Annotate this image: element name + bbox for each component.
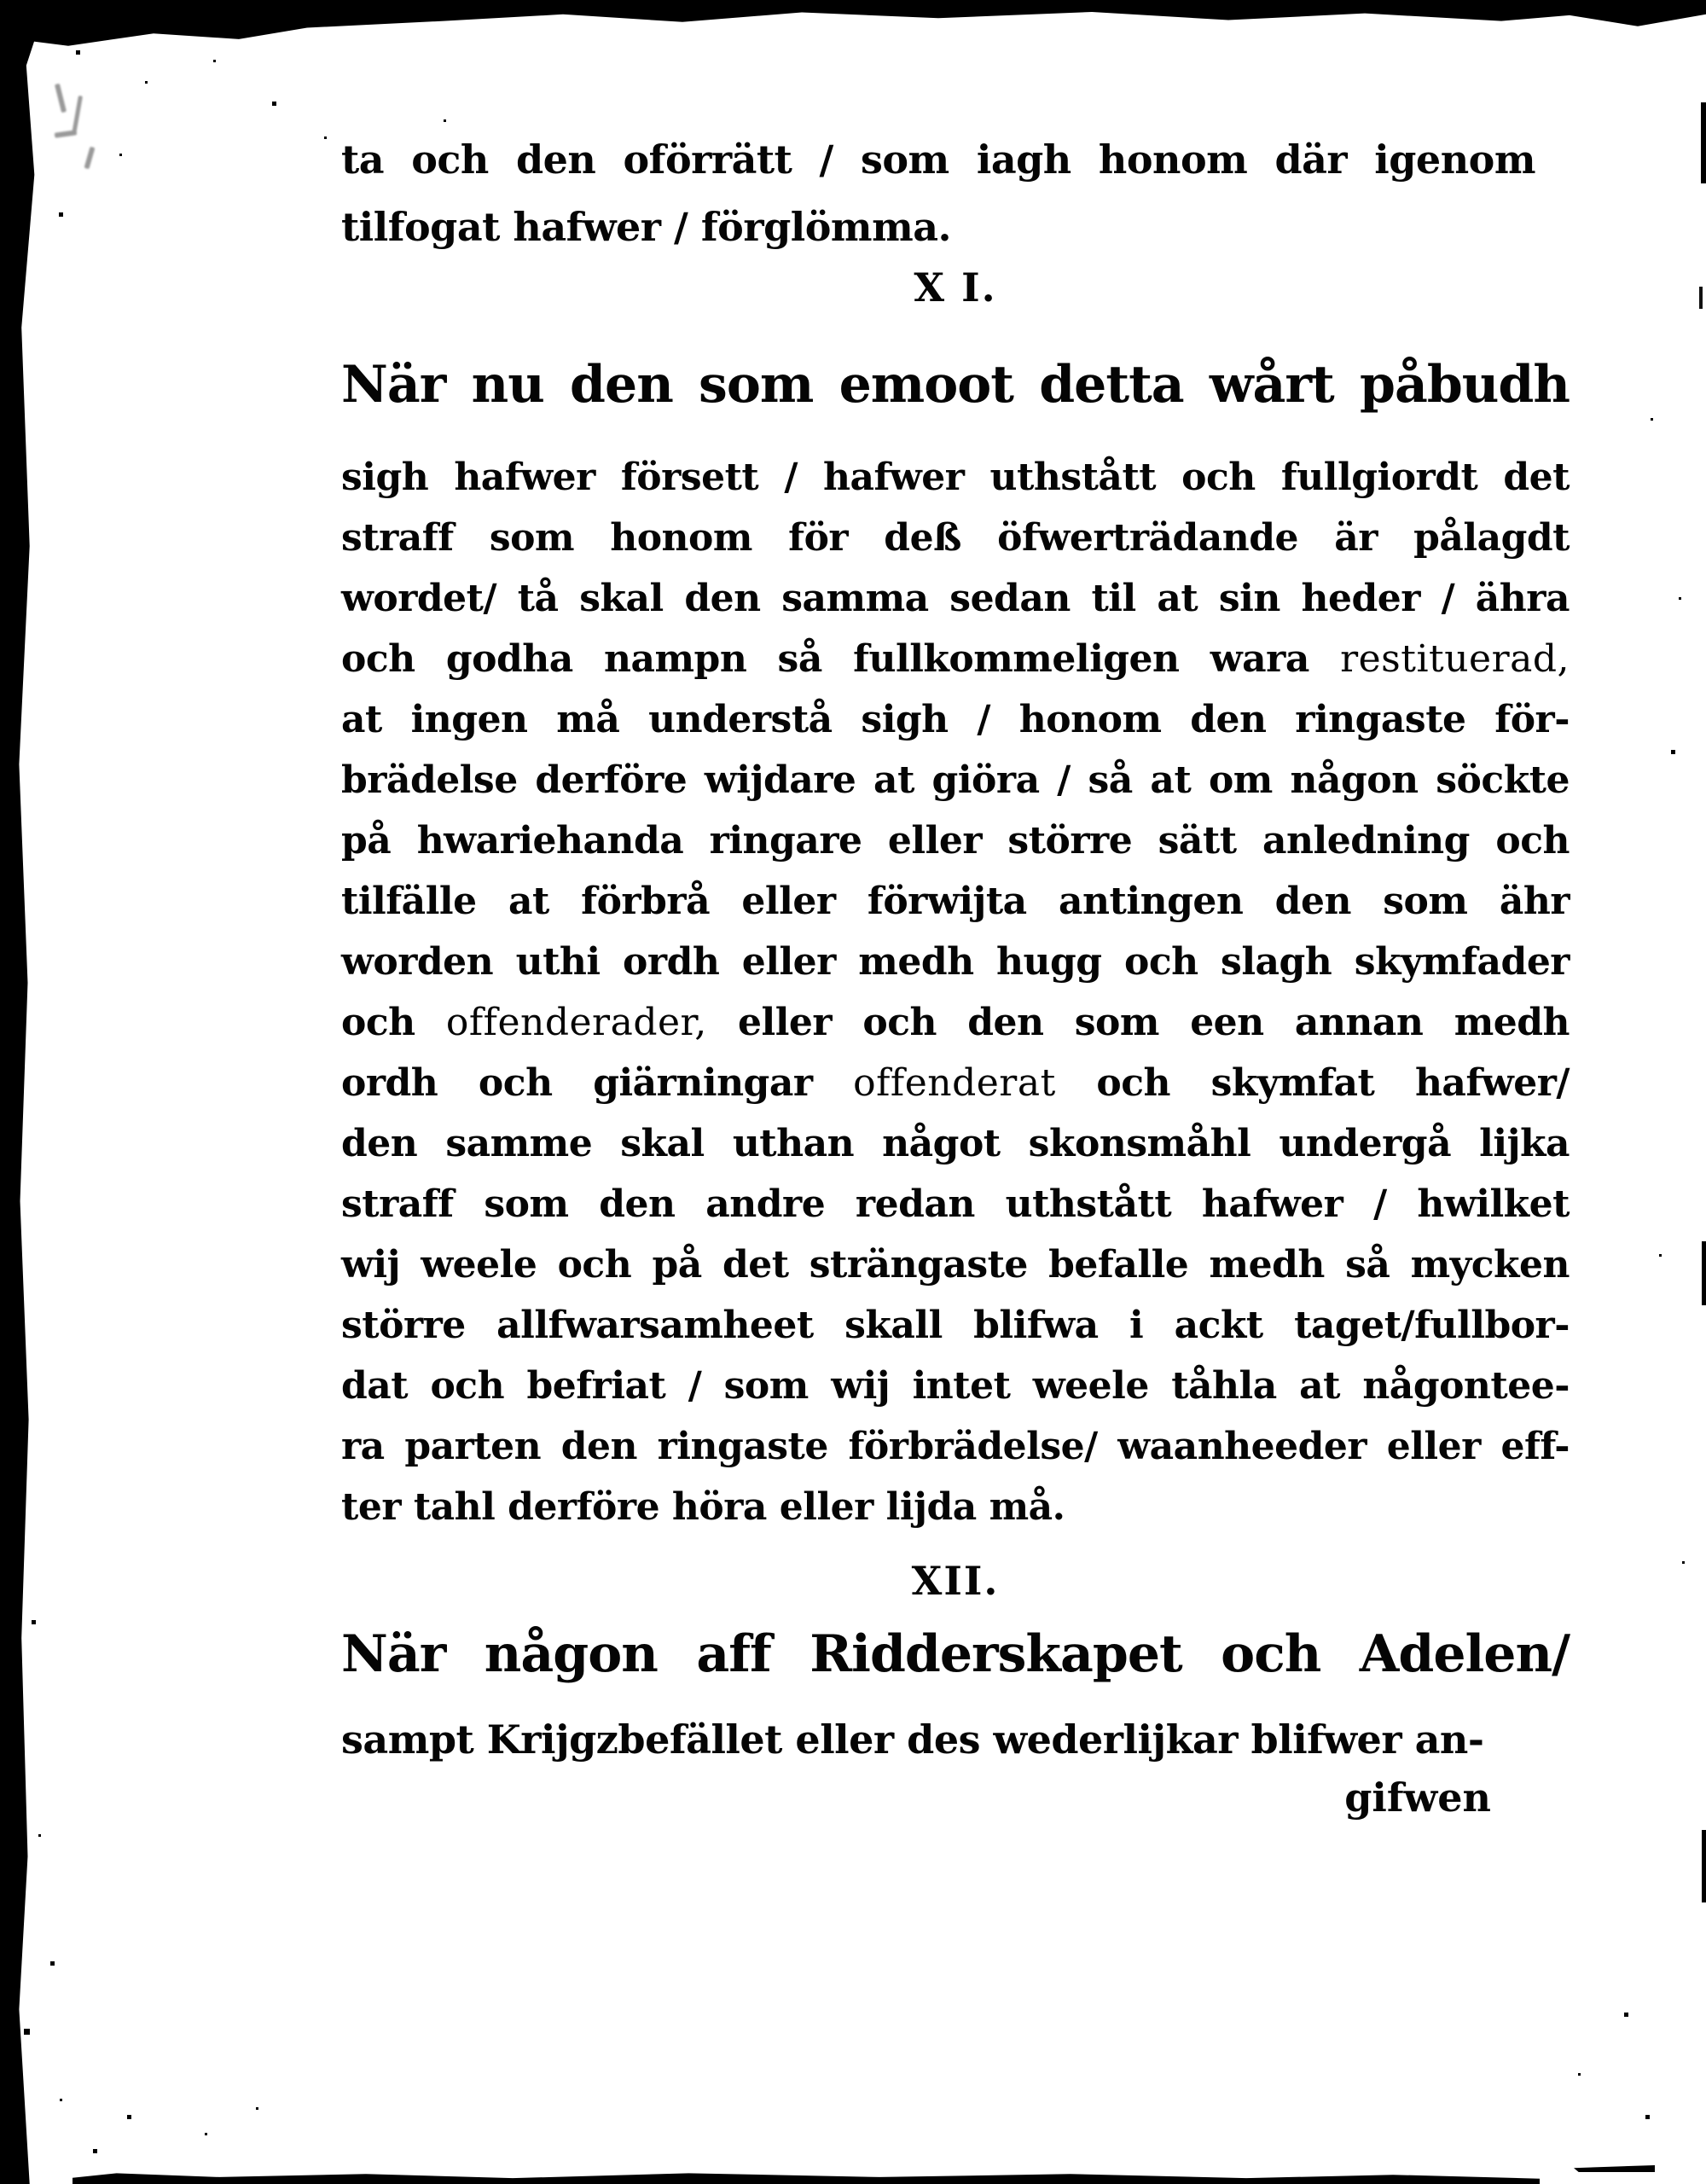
text-line: större allfwarsamheet skall blifwa i ackt taget/fullbor- [341, 1304, 1570, 1347]
text-segment: eller och den som een annan medh [706, 1001, 1570, 1044]
text-line: på hwariehanda ringare eller större sätt anledning och [341, 819, 1570, 863]
section-xi-opening-line: När nu den som emoot detta wårt påbudh [341, 355, 1570, 415]
handwritten-margin-mark [49, 78, 126, 177]
scan-edge-right-mark [1702, 1241, 1706, 1305]
text-line: at ingen må understå sigh / honom den ringaste för- [341, 698, 1570, 741]
text-line: ter tahl derföre höra eller lijda må. [341, 1485, 1065, 1529]
text-line: brädelse derföre wijdare at giöra / så at om någon söckte [341, 758, 1570, 802]
scan-edge-left [0, 0, 48, 2184]
text-segment: ordh och giärningar [341, 1061, 854, 1105]
scan-edge-right-mark [1702, 1830, 1706, 1902]
text-line: tilfälle at förbrå eller förwijta antingen den som ähr [341, 880, 1570, 923]
scan-speckles-right [0, 0, 3, 3]
text-line: ra parten den ringaste förbrädelse/ waanheeder eller eff- [341, 1425, 1570, 1468]
text-line: straff som den andre redan uthstått hafwer / hwilket [341, 1182, 1570, 1226]
text-segment: och skymfat hafwer/ [1055, 1061, 1570, 1105]
text-line: wordet/ tå skal den samma sedan til at sin heder / ähra [341, 577, 1570, 620]
text-line [341, 1053, 1570, 1113]
text-line: worden uthi ordh eller medh hugg och slagh skymfader [341, 940, 1570, 984]
section-heading-xi: X I. [914, 264, 997, 311]
section-heading-xii: XII. [911, 1558, 1000, 1604]
text-line: tilfogat hafwer / förglömma. [341, 204, 952, 250]
section-xi-body [341, 447, 1570, 1537]
text-segment: och godha nampn så fullkommeligen wara [341, 637, 1341, 681]
text-segment: och [341, 1001, 446, 1044]
text-line: sigh hafwer försett / hafwer uthstått och fullgiordt det [341, 456, 1570, 499]
scan-edge-right-mark [1701, 102, 1706, 183]
scan-edge-top [0, 0, 1706, 48]
text-line: den samme skal uthan något skonsmåhl undergå lijka [341, 1122, 1570, 1165]
continuation-paragraph [341, 126, 1535, 261]
catchword: gifwen [1344, 1774, 1491, 1821]
text-segment-antiqua: restituerad, [1340, 637, 1570, 681]
text-line: wij weele och på det strängaste befalle medh så mycken [341, 1243, 1570, 1287]
scan-edge-bottom [73, 2169, 1540, 2184]
text-segment-antiqua: offenderader, [445, 1001, 707, 1044]
text-line: sampt Krijgzbefället eller des wederlijkar blifwer an- [341, 1716, 1484, 1763]
text-line [341, 629, 1570, 689]
text-line [341, 992, 1570, 1053]
scan-edge-right-mark [1699, 287, 1703, 309]
text-line: ta och den oförrätt / som iagh honom där igenom [341, 136, 1535, 183]
section-xii-opening-line: När någon aff Ridderskapet och Adelen/ [341, 1624, 1570, 1684]
scan-edge-bottom-right [1574, 2165, 1655, 2172]
text-segment-antiqua: offenderat [853, 1061, 1056, 1105]
text-line: straff som honom för deß öfwerträdande är pålagdt [341, 516, 1570, 560]
text-line: dat och befriat / som wij intet weele tåhla at någontee- [341, 1364, 1570, 1408]
